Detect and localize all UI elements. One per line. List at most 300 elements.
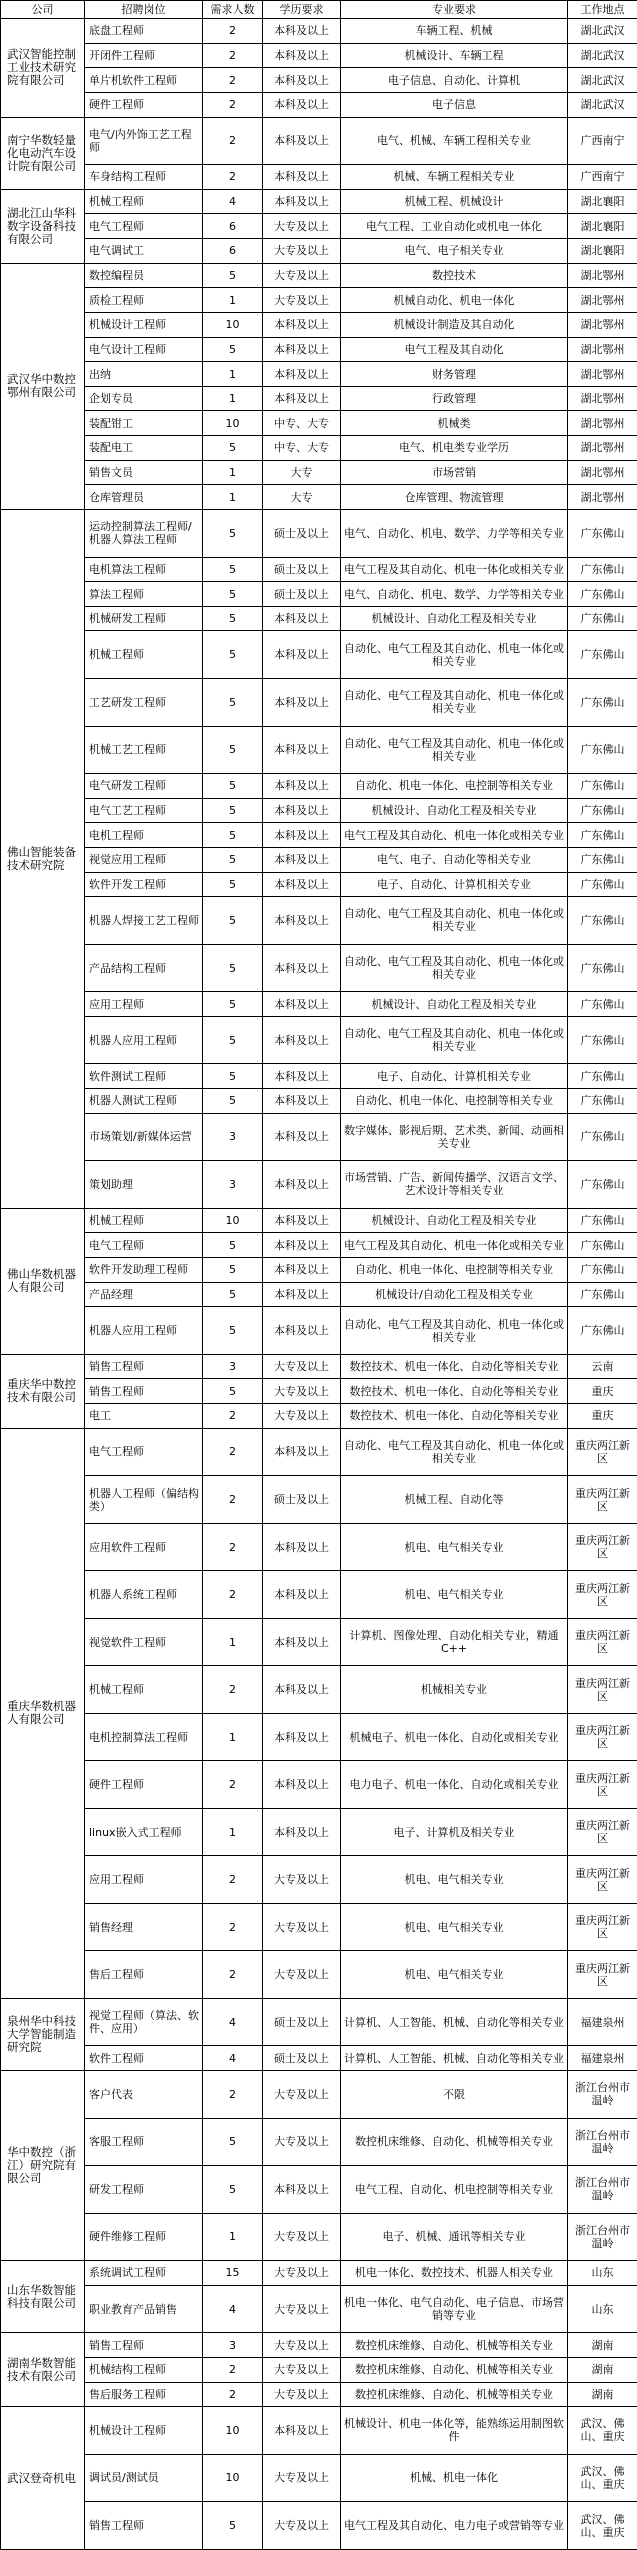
header-count: 需求人数 — [203, 1, 263, 19]
position-cell: 电气工程师 — [85, 214, 203, 239]
position-cell: 售后工程师 — [85, 1951, 203, 1999]
header-major: 专业要求 — [341, 1, 568, 19]
position-cell: 应用工程师 — [85, 992, 203, 1017]
count-cell: 15 — [203, 2261, 263, 2286]
position-cell: 仓库管理员 — [85, 485, 203, 510]
location-cell: 广东佛山 — [568, 1208, 637, 1233]
company-cell: 武汉华中数控鄂州有限公司 — [1, 263, 85, 509]
major-cell: 机械设计、自动化工程及相关专业 — [341, 992, 568, 1017]
position-cell: 车身结构工程师 — [85, 165, 203, 190]
location-cell: 广东佛山 — [568, 1258, 637, 1283]
education-cell: 本科及以上 — [263, 1307, 341, 1355]
table-row — [1, 2166, 637, 2214]
major-cell: 机械设计、自动化工程及相关专业 — [341, 1208, 568, 1233]
company-cell: 湖南华数智能技术有限公司 — [1, 2333, 85, 2407]
major-cell: 车辆工程、机械 — [341, 19, 568, 44]
education-cell: 本科及以上 — [263, 312, 341, 337]
position-cell: 电气设计工程师 — [85, 337, 203, 362]
major-cell: 电力电子、机电一体化、自动化或相关专业 — [341, 1761, 568, 1809]
table-row — [1, 510, 637, 558]
location-cell: 广东佛山 — [568, 510, 637, 558]
position-cell: 系统调试工程师 — [85, 2261, 203, 2286]
table-row — [1, 362, 637, 387]
table-row — [1, 872, 637, 897]
table-row — [1, 2407, 637, 2455]
location-cell: 湖北武汉 — [568, 68, 637, 93]
major-cell: 机械设计、自动化工程及相关专业 — [341, 606, 568, 631]
major-cell: 自动化、电气工程及其自动化、机电一体化或相关专业 — [341, 897, 568, 945]
education-cell: 本科及以上 — [263, 1282, 341, 1307]
table-row — [1, 2382, 637, 2407]
table-row — [1, 1258, 637, 1283]
location-cell: 浙江台州市温岭 — [568, 2166, 637, 2214]
major-cell: 机械设计、自动化工程及相关专业 — [341, 798, 568, 823]
count-cell: 5 — [203, 2166, 263, 2214]
table-row — [1, 1903, 637, 1951]
position-cell: 电气工艺工程师 — [85, 798, 203, 823]
count-cell: 3 — [203, 1354, 263, 1379]
major-cell: 机电、电气相关专业 — [341, 1856, 568, 1904]
position-cell: 质检工程师 — [85, 288, 203, 313]
location-cell: 湖北武汉 — [568, 92, 637, 117]
education-cell: 本科及以上 — [263, 1523, 341, 1571]
position-cell: 销售工程师 — [85, 2333, 203, 2358]
location-cell: 云南 — [568, 1354, 637, 1379]
location-cell: 广西南宁 — [568, 117, 637, 165]
count-cell: 5 — [203, 897, 263, 945]
education-cell: 本科及以上 — [263, 1258, 341, 1283]
company-cell: 重庆华数机器人有限公司 — [1, 1428, 85, 1998]
count-cell: 2 — [203, 19, 263, 44]
education-cell: 本科及以上 — [263, 2407, 341, 2455]
major-cell: 电子信息、自动化、计算机 — [341, 68, 568, 93]
education-cell: 本科及以上 — [263, 992, 341, 1017]
location-cell: 广东佛山 — [568, 1233, 637, 1258]
major-cell: 电气工程、工业自动化或机电一体化 — [341, 214, 568, 239]
count-cell: 5 — [203, 1089, 263, 1114]
location-cell: 重庆两江新区 — [568, 1761, 637, 1809]
count-cell: 3 — [203, 1161, 263, 1209]
table-row — [1, 2118, 637, 2166]
location-cell: 重庆两江新区 — [568, 1808, 637, 1856]
location-cell: 广东佛山 — [568, 944, 637, 992]
major-cell: 数控技术、机电一体化、自动化等相关专业 — [341, 1379, 568, 1404]
company-cell: 南宁华数轻量化电动汽车设计院有限公司 — [1, 117, 85, 189]
table-row — [1, 19, 637, 44]
location-cell: 湖北襄阳 — [568, 239, 637, 264]
count-cell: 5 — [203, 798, 263, 823]
location-cell: 广东佛山 — [568, 774, 637, 799]
count-cell: 3 — [203, 1113, 263, 1161]
header-location: 工作地点 — [568, 1, 637, 19]
count-cell: 2 — [203, 1951, 263, 1999]
location-cell: 武汉、佛山、重庆 — [568, 2454, 637, 2502]
education-cell: 大专及以上 — [263, 2382, 341, 2407]
major-cell: 电子、自动化、计算机相关专业 — [341, 1064, 568, 1089]
table-row — [1, 239, 637, 264]
education-cell: 本科及以上 — [263, 897, 341, 945]
position-cell: 装配钳工 — [85, 411, 203, 436]
table-row — [1, 798, 637, 823]
position-cell: 职业教育产品销售 — [85, 2285, 203, 2333]
count-cell: 5 — [203, 726, 263, 774]
count-cell: 2 — [203, 1761, 263, 1809]
major-cell: 机械类 — [341, 411, 568, 436]
major-cell: 自动化、电气工程及其自动化、机电一体化或相关专业 — [341, 944, 568, 992]
position-cell: 软件开发助理工程师 — [85, 1258, 203, 1283]
education-cell: 本科及以上 — [263, 679, 341, 727]
position-cell: 电机工程师 — [85, 823, 203, 848]
count-cell: 2 — [203, 68, 263, 93]
position-cell: 机械工程师 — [85, 1208, 203, 1233]
position-cell: 销售经理 — [85, 1903, 203, 1951]
table-body — [1, 19, 637, 2550]
position-cell: 机器人测试工程师 — [85, 1089, 203, 1114]
major-cell: 机电、电气相关专业 — [341, 1951, 568, 1999]
education-cell: 大专及以上 — [263, 1404, 341, 1429]
major-cell: 电子、自动化、计算机相关专业 — [341, 872, 568, 897]
company-cell: 佛山智能装备技术研究院 — [1, 510, 85, 1209]
education-cell: 大专及以上 — [263, 2333, 341, 2358]
location-cell: 湖北鄂州 — [568, 411, 637, 436]
table-row — [1, 1064, 637, 1089]
count-cell: 1 — [203, 460, 263, 485]
position-cell: 电气研发工程师 — [85, 774, 203, 799]
education-cell: 本科及以上 — [263, 944, 341, 992]
position-cell: 视觉软件工程师 — [85, 1618, 203, 1666]
count-cell: 5 — [203, 510, 263, 558]
count-cell: 5 — [203, 582, 263, 607]
location-cell: 福建泉州 — [568, 2046, 637, 2071]
table-row — [1, 1476, 637, 1524]
table-row — [1, 117, 637, 165]
education-cell: 硕士及以上 — [263, 1998, 341, 2046]
header-education: 学历要求 — [263, 1, 341, 19]
company-cell: 泉州华中科技大学智能制造研究院 — [1, 1998, 85, 2070]
education-cell: 本科及以上 — [263, 1713, 341, 1761]
header-row — [1, 1, 637, 19]
location-cell: 广西南宁 — [568, 165, 637, 190]
position-cell: 机器人应用工程师 — [85, 1307, 203, 1355]
position-cell: 客户代表 — [85, 2071, 203, 2119]
major-cell: 电气工程及其自动化 — [341, 337, 568, 362]
position-cell: 电气/内外饰工艺工程师 — [85, 117, 203, 165]
position-cell: 应用工程师 — [85, 1856, 203, 1904]
major-cell: 电子信息 — [341, 92, 568, 117]
count-cell: 2 — [203, 1856, 263, 1904]
position-cell: 工艺研发工程师 — [85, 679, 203, 727]
count-cell: 5 — [203, 823, 263, 848]
location-cell: 武汉、佛山、重庆 — [568, 2502, 637, 2550]
count-cell: 5 — [203, 1233, 263, 1258]
major-cell: 数控机床维修、自动化、机械等相关专业 — [341, 2118, 568, 2166]
count-cell: 5 — [203, 631, 263, 679]
count-cell: 10 — [203, 2407, 263, 2455]
count-cell: 5 — [203, 944, 263, 992]
education-cell: 硕士及以上 — [263, 557, 341, 582]
count-cell: 2 — [203, 165, 263, 190]
company-cell: 华中数控（浙江）研究院有限公司 — [1, 2071, 85, 2261]
position-cell: 装配电工 — [85, 436, 203, 461]
education-cell: 本科及以上 — [263, 847, 341, 872]
major-cell: 机械设计/自动化工程及相关专业 — [341, 1282, 568, 1307]
education-cell: 本科及以上 — [263, 1618, 341, 1666]
count-cell: 2 — [203, 1428, 263, 1476]
education-cell: 本科及以上 — [263, 726, 341, 774]
position-cell: 企划专员 — [85, 386, 203, 411]
major-cell: 数控机床维修、自动化、机械等相关专业 — [341, 2357, 568, 2382]
major-cell: 自动化、电气工程及其自动化、机电一体化或相关专业 — [341, 1428, 568, 1476]
position-cell: 机械工艺工程师 — [85, 726, 203, 774]
table-row — [1, 944, 637, 992]
count-cell: 5 — [203, 992, 263, 1017]
major-cell: 仓库管理、物流管理 — [341, 485, 568, 510]
education-cell: 大专及以上 — [263, 2261, 341, 2286]
major-cell: 机电、电气相关专业 — [341, 1903, 568, 1951]
position-cell: 销售工程师 — [85, 1354, 203, 1379]
location-cell: 重庆两江新区 — [568, 1713, 637, 1761]
position-cell: 硬件维修工程师 — [85, 2213, 203, 2261]
major-cell: 电气、机械、车辆工程相关专业 — [341, 117, 568, 165]
major-cell: 电气、电子相关专业 — [341, 239, 568, 264]
major-cell: 机电、电气相关专业 — [341, 1571, 568, 1619]
table-row — [1, 606, 637, 631]
major-cell: 自动化、电气工程及其自动化、机电一体化或相关专业 — [341, 1307, 568, 1355]
education-cell: 硕士及以上 — [263, 510, 341, 558]
position-cell: 应用软件工程师 — [85, 1523, 203, 1571]
table-row — [1, 436, 637, 461]
table-row — [1, 2285, 637, 2333]
location-cell: 广东佛山 — [568, 1089, 637, 1114]
table-row — [1, 337, 637, 362]
education-cell: 本科及以上 — [263, 1233, 341, 1258]
location-cell: 广东佛山 — [568, 679, 637, 727]
education-cell: 中专、大专 — [263, 411, 341, 436]
count-cell: 1 — [203, 2213, 263, 2261]
table-row — [1, 1354, 637, 1379]
table-row — [1, 288, 637, 313]
education-cell: 大专及以上 — [263, 214, 341, 239]
education-cell: 大专及以上 — [263, 1379, 341, 1404]
major-cell: 电气工程及其自动化、机电一体化或相关专业 — [341, 557, 568, 582]
education-cell: 大专及以上 — [263, 1951, 341, 1999]
position-cell: 产品经理 — [85, 1282, 203, 1307]
count-cell: 4 — [203, 189, 263, 214]
table-row — [1, 485, 637, 510]
education-cell: 中专、大专 — [263, 436, 341, 461]
table-row — [1, 1379, 637, 1404]
location-cell: 湖北鄂州 — [568, 263, 637, 288]
position-cell: 算法工程师 — [85, 582, 203, 607]
position-cell: 机器人系统工程师 — [85, 1571, 203, 1619]
table-row — [1, 1089, 637, 1114]
education-cell: 本科及以上 — [263, 1208, 341, 1233]
table-row — [1, 2333, 637, 2358]
location-cell: 浙江台州市温岭 — [568, 2071, 637, 2119]
count-cell: 2 — [203, 92, 263, 117]
count-cell: 2 — [203, 2071, 263, 2119]
count-cell: 1 — [203, 485, 263, 510]
position-cell: 电气工程师 — [85, 1233, 203, 1258]
major-cell: 电气、自动化、机电、数学、力学等相关专业 — [341, 582, 568, 607]
location-cell: 广东佛山 — [568, 992, 637, 1017]
count-cell: 1 — [203, 362, 263, 387]
position-cell: 开闭件工程师 — [85, 43, 203, 68]
count-cell: 1 — [203, 1808, 263, 1856]
location-cell: 广东佛山 — [568, 726, 637, 774]
count-cell: 4 — [203, 2285, 263, 2333]
table-row — [1, 1856, 637, 1904]
education-cell: 本科及以上 — [263, 1666, 341, 1714]
table-row — [1, 1761, 637, 1809]
location-cell: 广东佛山 — [568, 582, 637, 607]
location-cell: 山东 — [568, 2285, 637, 2333]
major-cell: 机械自动化、机电一体化 — [341, 288, 568, 313]
education-cell: 大专及以上 — [263, 1354, 341, 1379]
count-cell: 2 — [203, 43, 263, 68]
location-cell: 广东佛山 — [568, 1161, 637, 1209]
company-cell: 佛山华数机器人有限公司 — [1, 1208, 85, 1354]
position-cell: 机器人工程师（偏结构类） — [85, 1476, 203, 1524]
major-cell: 自动化、机电一体化、电控制等相关专业 — [341, 1089, 568, 1114]
table-row — [1, 92, 637, 117]
education-cell: 大专及以上 — [263, 1856, 341, 1904]
major-cell: 机械电子、机电一体化、自动化或相关专业 — [341, 1713, 568, 1761]
education-cell: 大专及以上 — [263, 2213, 341, 2261]
table-row — [1, 1404, 637, 1429]
major-cell: 数控技术、机电一体化、自动化等相关专业 — [341, 1404, 568, 1429]
location-cell: 山东 — [568, 2261, 637, 2286]
company-cell: 山东华数智能科技有限公司 — [1, 2261, 85, 2333]
major-cell: 电气工程、自动化、机电控制等相关专业 — [341, 2166, 568, 2214]
location-cell: 湖北鄂州 — [568, 460, 637, 485]
major-cell: 电气、电子、自动化等相关专业 — [341, 847, 568, 872]
count-cell: 5 — [203, 557, 263, 582]
position-cell: 出纳 — [85, 362, 203, 387]
education-cell: 本科及以上 — [263, 1761, 341, 1809]
location-cell: 湖北鄂州 — [568, 362, 637, 387]
table-row — [1, 1282, 637, 1307]
location-cell: 广东佛山 — [568, 798, 637, 823]
table-row — [1, 312, 637, 337]
position-cell: 数控编程员 — [85, 263, 203, 288]
major-cell: 电气工程及其自动化、机电一体化或相关专业 — [341, 1233, 568, 1258]
location-cell: 重庆 — [568, 1404, 637, 1429]
table-row — [1, 1307, 637, 1355]
education-cell: 本科及以上 — [263, 1161, 341, 1209]
count-cell: 2 — [203, 1523, 263, 1571]
major-cell: 机械、车辆工程相关专业 — [341, 165, 568, 190]
count-cell: 10 — [203, 1208, 263, 1233]
education-cell: 本科及以上 — [263, 606, 341, 631]
table-row — [1, 774, 637, 799]
position-cell: 硬件工程师 — [85, 92, 203, 117]
position-cell: 运动控制算法工程师/机器人算法工程师 — [85, 510, 203, 558]
major-cell: 自动化、电气工程及其自动化、机电一体化或相关专业 — [341, 631, 568, 679]
table-row — [1, 1666, 637, 1714]
count-cell: 10 — [203, 411, 263, 436]
position-cell: 销售工程师 — [85, 1379, 203, 1404]
education-cell: 本科及以上 — [263, 823, 341, 848]
education-cell: 本科及以上 — [263, 1428, 341, 1476]
location-cell: 广东佛山 — [568, 606, 637, 631]
position-cell: 电机控制算法工程师 — [85, 1713, 203, 1761]
count-cell: 10 — [203, 2454, 263, 2502]
education-cell: 硕士及以上 — [263, 1476, 341, 1524]
location-cell: 重庆两江新区 — [568, 1951, 637, 1999]
table-row — [1, 386, 637, 411]
location-cell: 广东佛山 — [568, 1016, 637, 1064]
education-cell: 大专及以上 — [263, 2118, 341, 2166]
major-cell: 机械、机电一体化 — [341, 2454, 568, 2502]
position-cell: 电气调试工 — [85, 239, 203, 264]
major-cell: 机械相关专业 — [341, 1666, 568, 1714]
count-cell: 5 — [203, 872, 263, 897]
location-cell: 重庆两江新区 — [568, 1666, 637, 1714]
table-row — [1, 1208, 637, 1233]
education-cell: 本科及以上 — [263, 774, 341, 799]
location-cell: 湖南 — [568, 2382, 637, 2407]
count-cell: 5 — [203, 2118, 263, 2166]
education-cell: 本科及以上 — [263, 1064, 341, 1089]
table-row — [1, 2046, 637, 2071]
table-row — [1, 631, 637, 679]
count-cell: 2 — [203, 1666, 263, 1714]
table-row — [1, 557, 637, 582]
education-cell: 本科及以上 — [263, 68, 341, 93]
position-cell: 机械结构工程师 — [85, 2357, 203, 2382]
table-row — [1, 2357, 637, 2382]
count-cell: 2 — [203, 2357, 263, 2382]
count-cell: 1 — [203, 288, 263, 313]
position-cell: 电气工程师 — [85, 1428, 203, 1476]
location-cell: 湖北鄂州 — [568, 436, 637, 461]
major-cell: 机械工程、机械设计 — [341, 189, 568, 214]
location-cell: 广东佛山 — [568, 872, 637, 897]
major-cell: 数字媒体、影视后期、艺术类、新闻、动画相关专业 — [341, 1113, 568, 1161]
count-cell: 4 — [203, 1998, 263, 2046]
count-cell: 5 — [203, 679, 263, 727]
education-cell: 本科及以上 — [263, 19, 341, 44]
location-cell: 湖北鄂州 — [568, 337, 637, 362]
education-cell: 大专及以上 — [263, 2285, 341, 2333]
education-cell: 本科及以上 — [263, 872, 341, 897]
education-cell: 大专及以上 — [263, 1903, 341, 1951]
major-cell: 机械设计、车辆工程 — [341, 43, 568, 68]
table-row — [1, 992, 637, 1017]
position-cell: 策划助理 — [85, 1161, 203, 1209]
table-row — [1, 1713, 637, 1761]
count-cell: 1 — [203, 1713, 263, 1761]
location-cell: 广东佛山 — [568, 847, 637, 872]
position-cell: 销售工程师 — [85, 2502, 203, 2550]
table-row — [1, 189, 637, 214]
position-cell: 机械设计工程师 — [85, 312, 203, 337]
major-cell: 数控机床维修、自动化、机械等相关专业 — [341, 2333, 568, 2358]
location-cell: 湖南 — [568, 2357, 637, 2382]
education-cell: 本科及以上 — [263, 2166, 341, 2214]
major-cell: 自动化、电气工程及其自动化、机电一体化或相关专业 — [341, 679, 568, 727]
major-cell: 市场营销、广告、新闻传播学、汉语言文学、艺术设计等相关专业 — [341, 1161, 568, 1209]
major-cell: 机电一体化、电气自动化、电子信息、市场营销等专业 — [341, 2285, 568, 2333]
major-cell: 数控机床维修、自动化、机械等相关专业 — [341, 2382, 568, 2407]
education-cell: 本科及以上 — [263, 386, 341, 411]
education-cell: 本科及以上 — [263, 117, 341, 165]
position-cell: linux嵌入式工程师 — [85, 1808, 203, 1856]
table-row — [1, 2502, 637, 2550]
major-cell: 自动化、机电一体化、电控制等相关专业 — [341, 774, 568, 799]
position-cell: 视觉工程师（算法、软件、应用） — [85, 1998, 203, 2046]
